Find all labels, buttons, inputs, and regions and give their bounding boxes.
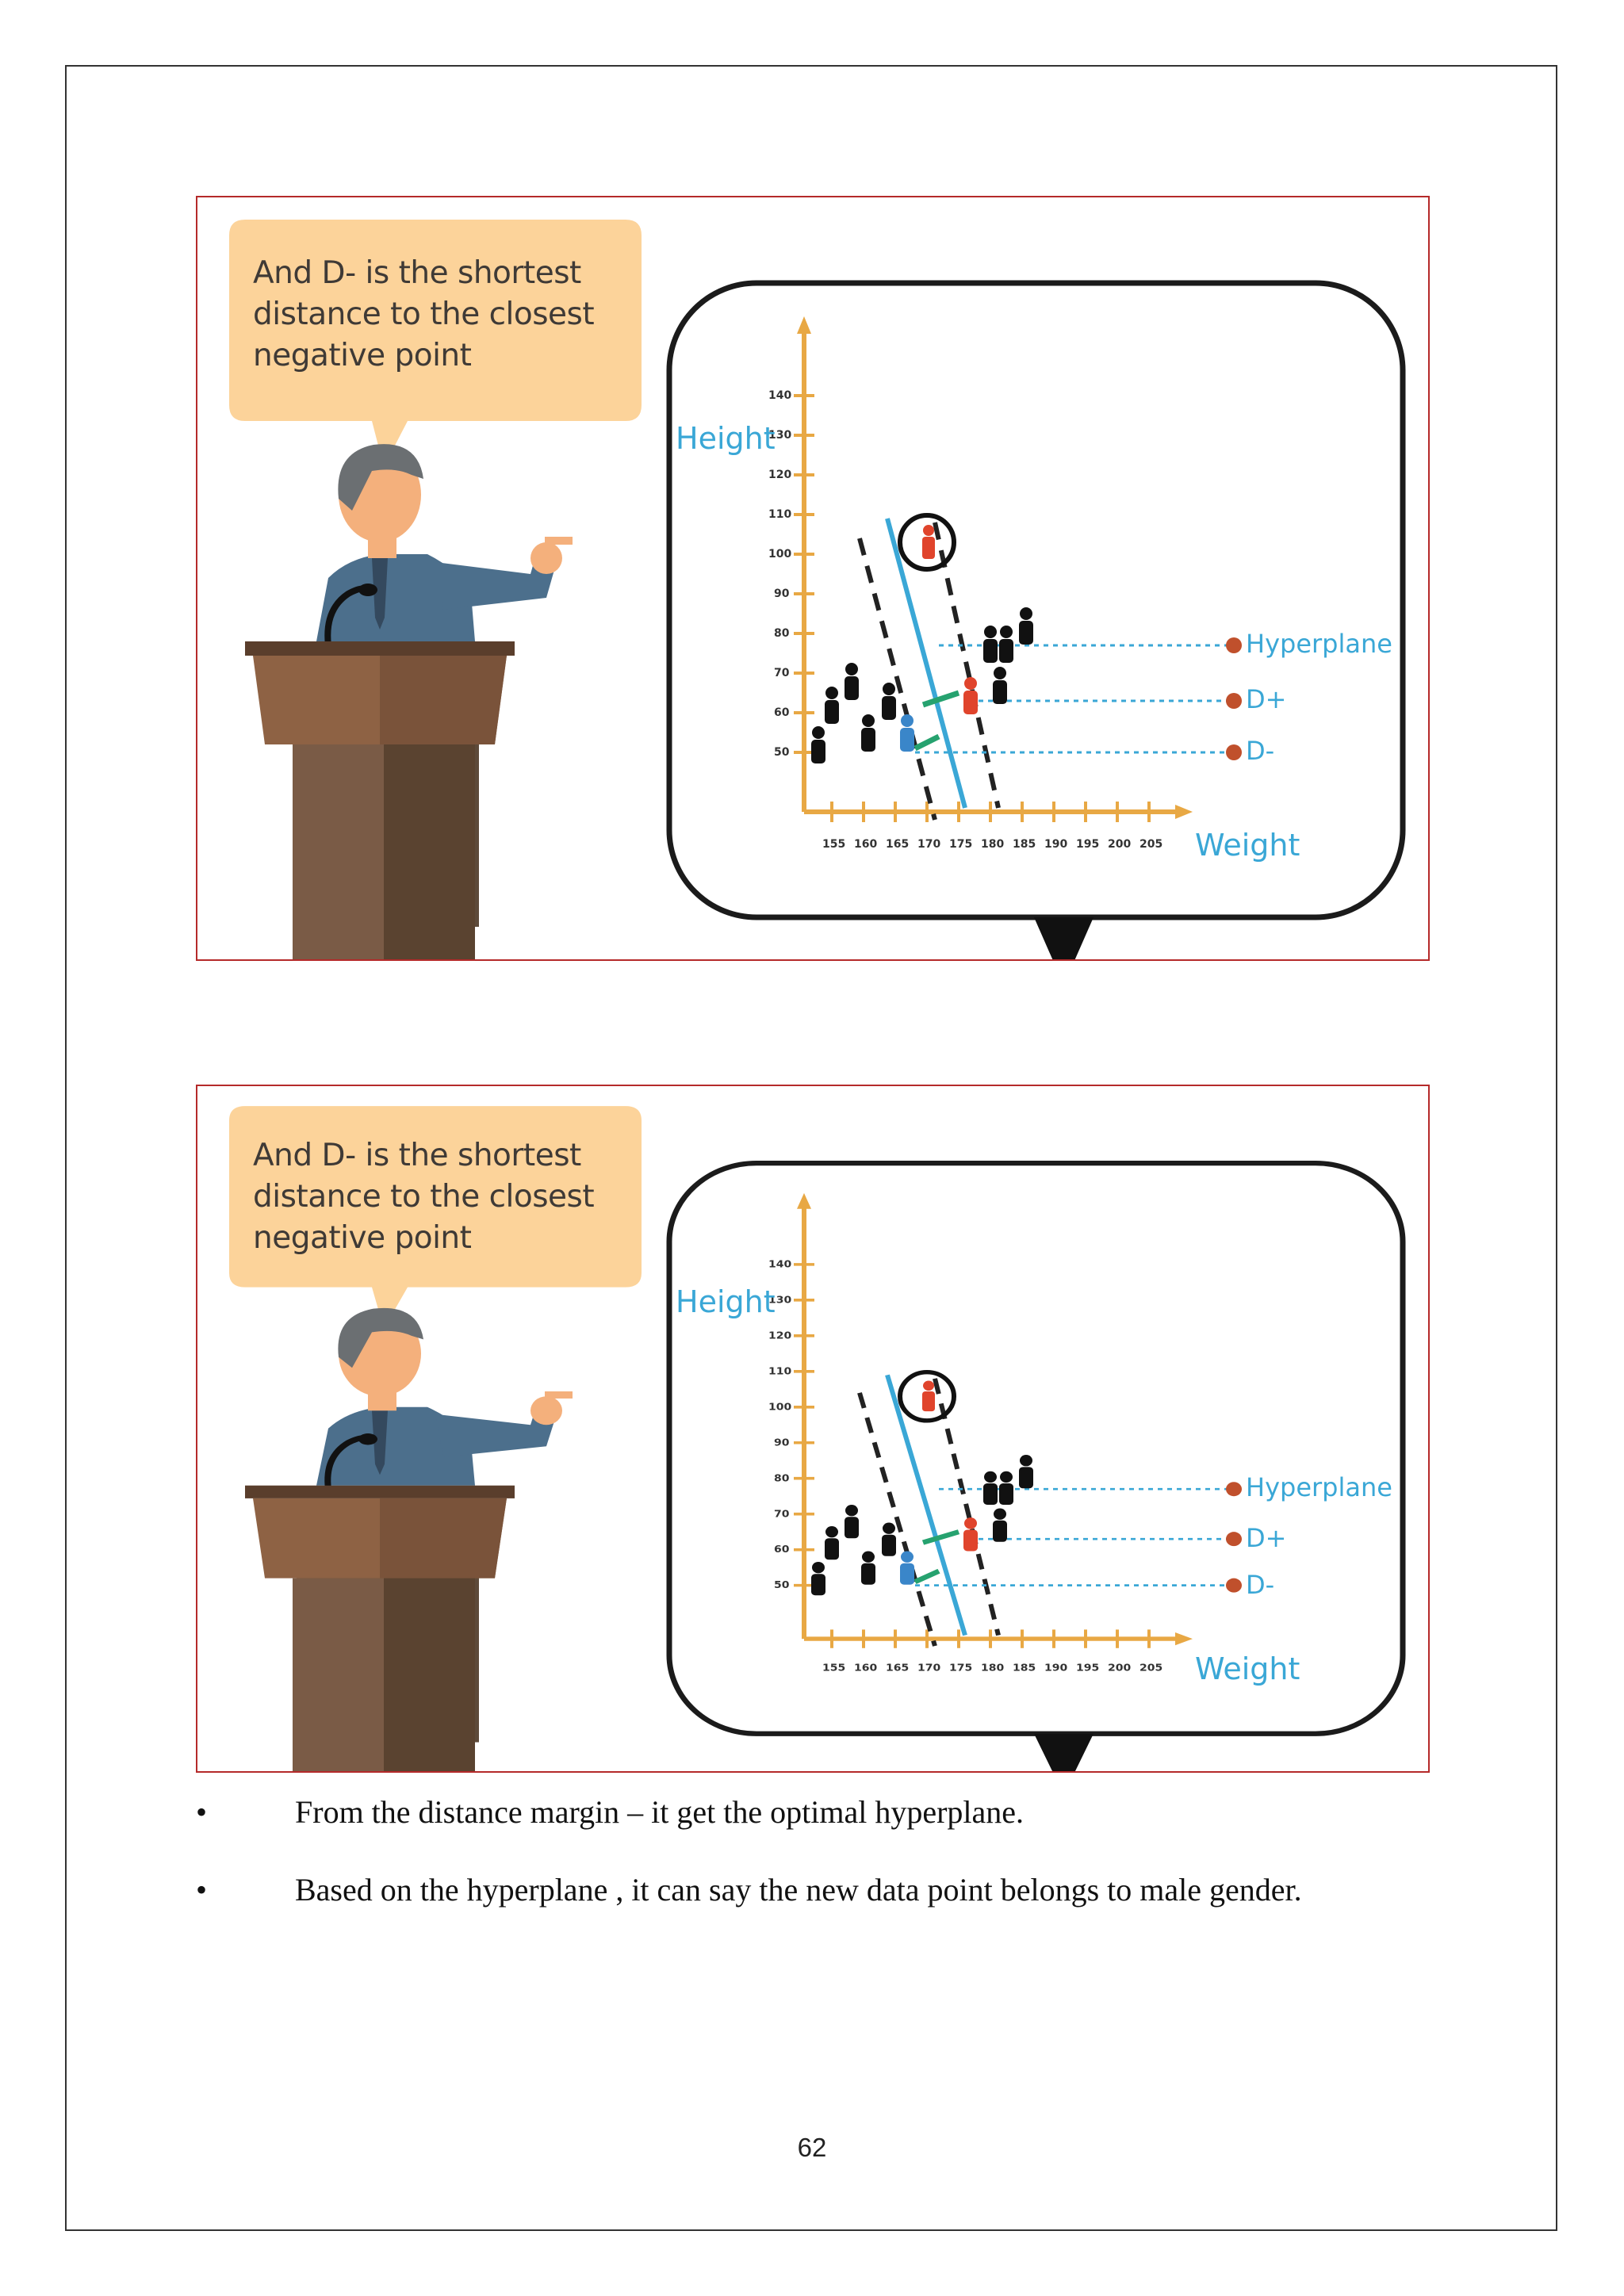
- screen-frame: [669, 283, 1403, 917]
- legend-hyperplane: Hyperplane: [1246, 1472, 1392, 1502]
- xtick-label: 160: [854, 838, 878, 851]
- xtick-label: 180: [981, 1663, 1005, 1674]
- xtick-label: 195: [1076, 838, 1100, 851]
- page-number: 62: [797, 2133, 827, 2162]
- ytick-label: 80: [774, 627, 790, 640]
- bullet-item: [196, 1793, 1504, 1831]
- slide-image-2: [196, 1085, 1430, 1773]
- xtick-label: 190: [1044, 1663, 1068, 1674]
- ytick-label: 60: [774, 1544, 790, 1556]
- bullet-item: [196, 1871, 1504, 1909]
- xtick-label: 160: [854, 1663, 878, 1674]
- screen-stand: [1034, 917, 1094, 961]
- xtick-label: 195: [1076, 1663, 1100, 1674]
- xtick-label: 205: [1139, 838, 1163, 851]
- ytick-label: 90: [774, 587, 790, 600]
- xtick-label: 200: [1108, 1663, 1132, 1674]
- screen-stand: [1034, 1734, 1094, 1773]
- ytick-label: 110: [768, 508, 792, 521]
- bullet-marker: •: [196, 1872, 208, 1908]
- xtick-label: 165: [886, 838, 910, 851]
- ytick-label: 140: [768, 389, 792, 402]
- xtick-label: 185: [1013, 838, 1036, 851]
- xtick-label: 200: [1108, 838, 1132, 851]
- presenter-figure: [245, 444, 573, 961]
- y-axis-label: Height: [676, 1284, 776, 1319]
- xtick-label: 205: [1139, 1663, 1163, 1674]
- slide-image-1: [196, 196, 1430, 961]
- ytick-label: 130: [768, 429, 792, 442]
- bullet-text: From the distance margin – it get the optimal hyperplane.: [295, 1794, 1025, 1830]
- xtick-label: 155: [822, 1663, 846, 1674]
- ytick-label: 130: [768, 1295, 792, 1307]
- xtick-label: 185: [1013, 1663, 1036, 1674]
- bullet-list: [196, 1793, 1504, 1949]
- ytick-label: 50: [774, 1579, 790, 1592]
- ytick-label: 50: [774, 746, 790, 759]
- ytick-label: 80: [774, 1472, 790, 1485]
- xtick-label: 170: [917, 838, 941, 851]
- xtick-label: 175: [949, 1663, 973, 1674]
- ytick-label: 100: [768, 548, 792, 561]
- ytick-label: 110: [768, 1365, 792, 1378]
- xtick-label: 170: [917, 1663, 941, 1674]
- ytick-label: 60: [774, 706, 790, 719]
- ytick-label: 70: [774, 1508, 790, 1521]
- ytick-label: 140: [768, 1259, 792, 1271]
- presenter-figure: [245, 1308, 573, 1773]
- ytick-label: 70: [774, 667, 790, 679]
- xtick-label: 180: [981, 838, 1005, 851]
- legend-d-minus: D-: [1246, 1570, 1275, 1600]
- legend-d-plus: D+: [1246, 1523, 1287, 1553]
- legend-d-plus: D+: [1246, 684, 1287, 714]
- ytick-label: 90: [774, 1437, 790, 1449]
- x-axis-label: Weight: [1195, 828, 1300, 863]
- bullet-marker: •: [196, 1794, 208, 1830]
- ytick-label: 120: [768, 469, 792, 481]
- xtick-label: 190: [1044, 838, 1068, 851]
- legend-d-minus: D-: [1246, 736, 1275, 766]
- legend-hyperplane: Hyperplane: [1246, 629, 1392, 659]
- y-axis-label: Height: [676, 421, 776, 456]
- xtick-label: 165: [886, 1663, 910, 1674]
- x-axis-label: Weight: [1195, 1651, 1300, 1686]
- ytick-label: 120: [768, 1330, 792, 1342]
- speech-bubble-text: And D- is the shortest distance to the closest negative point: [253, 1138, 595, 1256]
- xtick-label: 175: [949, 838, 973, 851]
- bullet-text: Based on the hyperplane , it can say the new data point belongs to male gender.: [295, 1872, 1302, 1908]
- xtick-label: 155: [822, 838, 846, 851]
- speech-bubble-text: And D- is the shortest distance to the closest negative point: [253, 255, 595, 373]
- ytick-label: 100: [768, 1401, 792, 1414]
